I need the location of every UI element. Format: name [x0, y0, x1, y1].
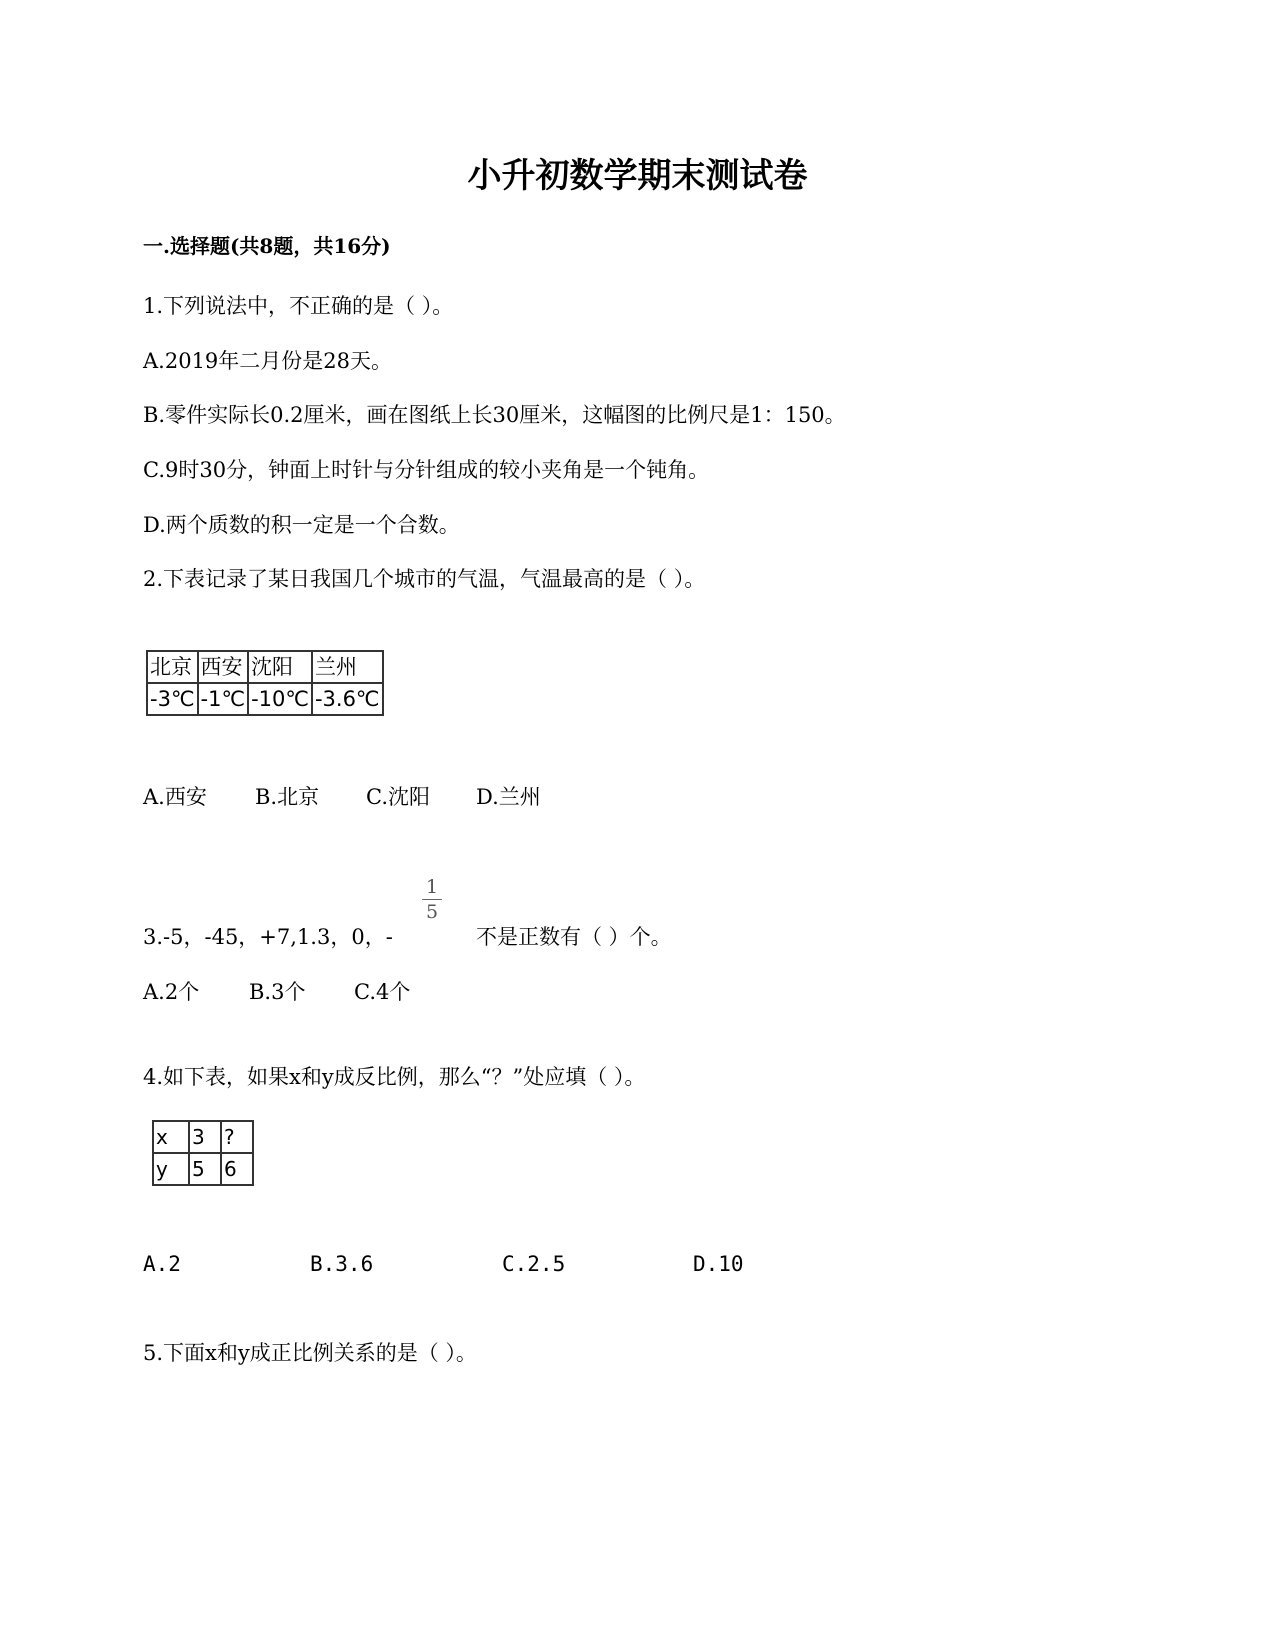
question-5-stem: 5.下面x和y成正比例关系的是（ ）。	[143, 1341, 477, 1365]
question-3-option-c: C.4个	[354, 980, 411, 1004]
table-cell: -10℃	[248, 683, 312, 715]
table-cell: 3	[189, 1121, 221, 1153]
question-1-stem: 1.下列说法中，不正确的是（ ）。	[143, 294, 454, 318]
question-3-stem-start: 3.-5，-45，+7,1.3，0，-	[143, 925, 393, 949]
question-2-option-a: A.西安	[143, 785, 207, 809]
question-3-option-a: A.2个	[143, 980, 200, 1004]
question-4-option-c: C.2.5	[502, 1252, 566, 1276]
question-1-option-a: A.2019年二月份是28天。	[143, 349, 393, 373]
question-4-option-b: B.3.6	[310, 1252, 374, 1276]
table-cell: 西安	[198, 651, 249, 683]
table-cell: -1℃	[198, 683, 249, 715]
fraction-bar	[422, 899, 442, 900]
table-row-x	[153, 1121, 253, 1153]
fraction-denominator: 5	[425, 901, 439, 923]
table-row-y	[153, 1153, 253, 1185]
question-4-option-d: D.10	[693, 1252, 744, 1276]
section-heading: 一.选择题(共8题，共16分)	[143, 234, 391, 258]
table-row-temps	[147, 683, 383, 715]
page-title: 小升初数学期末测试卷	[467, 156, 808, 196]
question-2-option-d: D.兰州	[476, 785, 541, 809]
fraction-numerator: 1	[425, 876, 439, 898]
table-cell: 兰州	[312, 651, 383, 683]
question-1-option-b: B.零件实际长0.2厘米，画在图纸上长30厘米，这幅图的比例尺是1：150。	[143, 403, 846, 427]
table-cell: 6	[221, 1153, 253, 1185]
fraction-one-fifth	[418, 876, 446, 923]
question-2-stem: 2.下表记录了某日我国几个城市的气温，气温最高的是（ ）。	[143, 567, 706, 591]
table-cell: 5	[189, 1153, 221, 1185]
table-row-cities	[147, 651, 383, 683]
question-2-option-b: B.北京	[255, 785, 320, 809]
question-1-option-d: D.两个质数的积一定是一个合数。	[143, 513, 460, 537]
table-cell: -3℃	[147, 683, 198, 715]
xy-table	[152, 1120, 254, 1186]
table-cell: 沈阳	[248, 651, 312, 683]
question-2-option-c: C.沈阳	[366, 785, 430, 809]
question-4-option-a: A.2	[143, 1252, 181, 1276]
question-4-stem: 4.如下表，如果x和y成反比例，那么“？”处应填（ ）。	[143, 1065, 646, 1089]
table-cell: -3.6℃	[312, 683, 383, 715]
table-cell: x	[153, 1121, 189, 1153]
temperature-table	[146, 650, 384, 716]
question-3-option-b: B.3个	[249, 980, 306, 1004]
table-cell: 北京	[147, 651, 198, 683]
question-3-stem-end: 不是正数有（ ）个。	[476, 925, 672, 949]
table-cell: y	[153, 1153, 189, 1185]
question-1-option-c: C.9时30分，钟面上时针与分针组成的较小夹角是一个钝角。	[143, 458, 710, 482]
table-cell: ?	[221, 1121, 253, 1153]
